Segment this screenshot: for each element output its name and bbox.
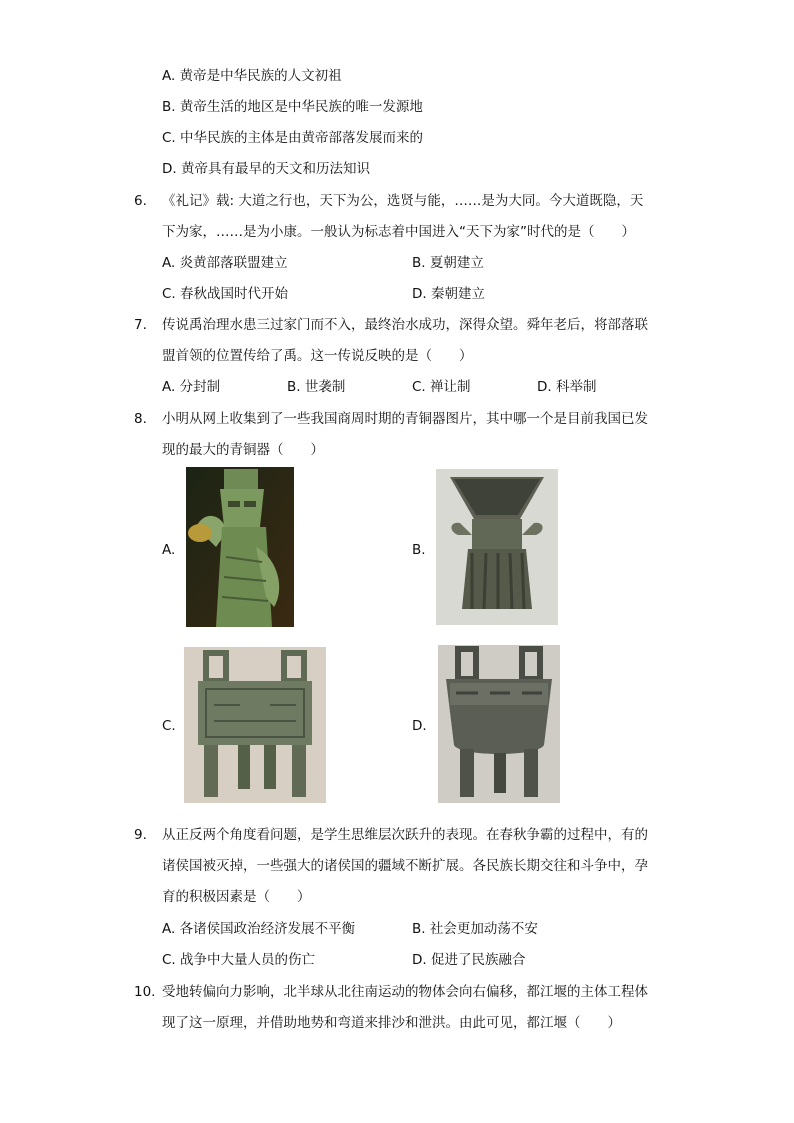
q5-option-c: C. 中华民族的主体是由黄帝部落发展而来的 <box>162 130 424 146</box>
q5-option-a: A. 黄帝是中华民族的人文初祖 <box>162 68 342 84</box>
q7-option-c: C. 禅让制 <box>412 379 471 395</box>
q8-option-a-label: A. <box>162 542 176 558</box>
q8-option-b-label: B. <box>412 542 426 558</box>
q9-option-a: A. 各诸侯国政治经济发展不平衡 <box>162 921 356 937</box>
q7-option-d: D. 科举制 <box>537 379 597 395</box>
q6-stem-line-2: 下为家，……是为小康。一般认为标志着中国进入“天下为家”时代的是（ ） <box>162 224 635 240</box>
q8-option-c-label: C. <box>162 718 176 734</box>
q10-stem-line-2: 现了这一原理，并借助地势和弯道来排沙和泄洪。由此可见，都江堰（ ） <box>162 1015 621 1031</box>
q9-option-d: D. 促进了民族融合 <box>412 952 526 968</box>
q6-option-b: B. 夏朝建立 <box>412 255 484 271</box>
bronze-zun-vessel-image <box>436 469 558 625</box>
q7-stem-line-1: 传说禹治理水患三过家门而不入，最终治水成功，深得众望。舜年老后，将部落联 <box>162 317 648 333</box>
q8-number: 8. <box>134 411 147 427</box>
q5-option-d: D. 黄帝具有最早的天文和历法知识 <box>162 161 370 177</box>
q9-stem-line-1: 从正反两个角度看问题，是学生思维层次跃升的表现。在春秋争霸的过程中，有的 <box>162 827 648 843</box>
q9-stem-line-3: 育的积极因素是（ ） <box>162 889 311 905</box>
q10-stem-line-1: 受地转偏向力影响，北半球从北往南运动的物体会向右偏移，都江堰的主体工程体 <box>162 984 648 1000</box>
bronze-square-ding-image <box>184 647 326 803</box>
q9-option-c: C. 战争中大量人员的伤亡 <box>162 952 316 968</box>
q6-stem-line-1: 《礼记》载: 大道之行也，天下为公，选贤与能，……是为大同。今大道既隐，天 <box>162 193 644 209</box>
q8-stem-line-1: 小明从网上收集到了一些我国商周时期的青铜器图片，其中哪一个是目前我国已发 <box>162 411 648 427</box>
q7-stem-line-2: 盟首领的位置传给了禹。这一传说反映的是（ ） <box>162 348 473 364</box>
q6-option-a: A. 炎黄部落联盟建立 <box>162 255 288 271</box>
bronze-standing-figure-image <box>186 467 294 627</box>
q8-stem-line-2: 现的最大的青铜器（ ） <box>162 442 324 458</box>
q9-option-b: B. 社会更加动荡不安 <box>412 921 538 937</box>
q6-option-d: D. 秦朝建立 <box>412 286 485 302</box>
q7-option-b: B. 世袭制 <box>287 379 346 395</box>
q7-option-a: A. 分封制 <box>162 379 221 395</box>
q6-number: 6. <box>134 193 147 209</box>
q8-option-d-label: D. <box>412 718 427 734</box>
q9-stem-line-2: 诸侯国被灭掉，一些强大的诸侯国的疆域不断扩展。各民族长期交往和斗争中，孕 <box>162 858 648 874</box>
q9-number: 9. <box>134 827 147 843</box>
q7-number: 7. <box>134 317 147 333</box>
bronze-round-ding-image <box>438 645 560 803</box>
q10-number: 10. <box>134 984 156 1000</box>
q6-option-c: C. 春秋战国时代开始 <box>162 286 289 302</box>
q5-option-b: B. 黄帝生活的地区是中华民族的唯一发源地 <box>162 99 423 115</box>
